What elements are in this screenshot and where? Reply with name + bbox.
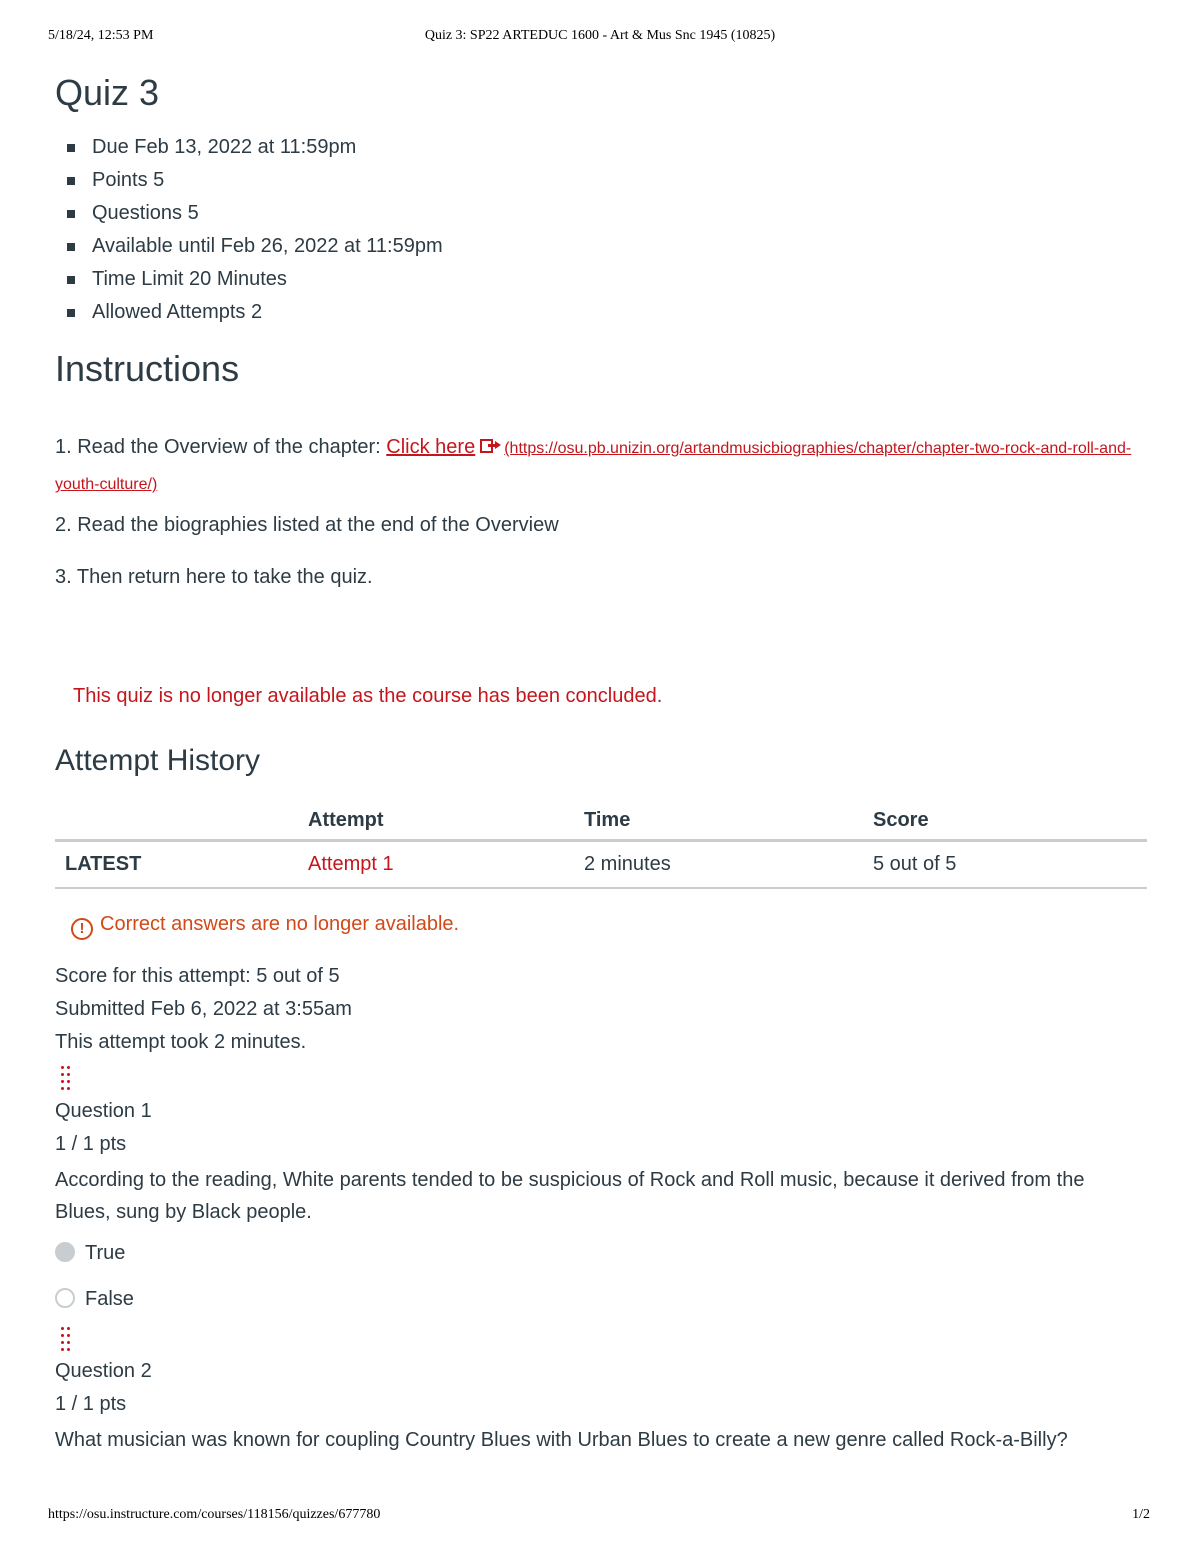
detail-available-until: Available until Feb 26, 2022 at 11:59pm <box>65 233 443 266</box>
question-points: 1 / 1 pts <box>55 1133 127 1155</box>
attempt-submitted: Submitted Feb 6, 2022 at 3:55am <box>55 998 352 1020</box>
detail-time-limit: Time Limit 20 Minutes <box>65 266 443 299</box>
warning-text: Correct answers are no longer available. <box>100 913 460 935</box>
drag-handle-icon <box>61 1066 71 1090</box>
question-name: Question 1 <box>55 1100 152 1122</box>
attempt-history-heading: Attempt History <box>55 744 261 777</box>
bullet-icon <box>67 210 75 218</box>
answer-label: True <box>85 1242 126 1264</box>
bullet-icon <box>67 177 75 185</box>
print-header <box>48 28 1152 48</box>
bullet-icon <box>67 276 75 284</box>
column-header-score: Score <box>873 802 1147 840</box>
question-1 <box>55 1098 1147 1332</box>
print-datetime: 5/18/24, 12:53 PM <box>48 28 154 43</box>
column-header-time: Time <box>584 802 873 840</box>
print-url: https://osu.instructure.com/courses/118156/quizzes/677780 <box>48 1507 381 1522</box>
question-name: Question 2 <box>55 1360 152 1382</box>
detail-questions: Questions 5 <box>65 200 443 233</box>
instruction-step-2: 2. Read the biographies listed at the end of the Overview <box>55 514 559 536</box>
answer-label: False <box>85 1288 134 1310</box>
attempt-1-link[interactable]: Attempt 1 <box>308 852 394 875</box>
answer-false[interactable] <box>55 1286 1147 1332</box>
detail-allowed-attempts: Allowed Attempts 2 <box>65 299 443 332</box>
detail-points: Points 5 <box>65 167 443 200</box>
chapter-url-link[interactable]: (https://osu.pb.unizin.org/artandmusicbiographies/chapter/chapter-two-rock-and-roll-and-youth-culture/) <box>55 440 1132 493</box>
drag-handle-icon <box>61 1327 71 1351</box>
radio-selected-icon[interactable] <box>55 1242 75 1262</box>
page-title: Quiz 3 <box>55 72 160 113</box>
question-points: 1 / 1 pts <box>55 1393 127 1415</box>
step1-text: 1. Read the Overview of the chapter: <box>55 436 387 458</box>
question-text: What musician was known for coupling Country Blues with Urban Blues to create a new genre called Rock-a-Billy? <box>55 1429 1068 1451</box>
table-header-row <box>55 802 1147 840</box>
instructions-heading: Instructions <box>55 348 240 389</box>
external-link-icon[interactable] <box>480 438 502 454</box>
table-row <box>55 840 1147 888</box>
answers-unavailable-warning <box>71 913 459 940</box>
chapter-link[interactable]: Click here <box>386 436 476 458</box>
column-header-label <box>55 802 308 840</box>
attempt-summary <box>55 963 352 1062</box>
question-2 <box>55 1358 1147 1456</box>
print-footer <box>48 1507 1150 1527</box>
instruction-step-1 <box>55 430 1135 502</box>
score-cell: 5 out of 5 <box>873 840 1147 888</box>
question-text: According to the reading, White parents tended to be suspicious of Rock and Roll music, because it derived from the Blues, sung by Black people. <box>55 1169 1085 1223</box>
time-cell: 2 minutes <box>584 840 873 888</box>
instruction-step-3: 3. Then return here to take the quiz. <box>55 566 373 588</box>
bullet-icon <box>67 144 75 152</box>
detail-due: Due Feb 13, 2022 at 11:59pm <box>65 134 443 167</box>
answer-true[interactable] <box>55 1240 1147 1286</box>
attempt-score: Score for this attempt: 5 out of 5 <box>55 965 340 987</box>
print-doc-title: Quiz 3: SP22 ARTEDUC 1600 - Art & Mus Snc 1945 (10825) <box>424 28 776 43</box>
bullet-icon <box>67 309 75 317</box>
radio-icon[interactable] <box>55 1288 75 1308</box>
course-concluded-notice: This quiz is no longer available as the course has been concluded. <box>73 685 663 707</box>
latest-label: LATEST <box>55 840 308 888</box>
print-page-number: 1/2 <box>1132 1507 1150 1522</box>
quiz-details-list <box>65 134 443 332</box>
warning-icon: ! <box>71 918 93 940</box>
bullet-icon <box>67 243 75 251</box>
attempt-cell <box>308 840 584 888</box>
column-header-attempt: Attempt <box>308 802 584 840</box>
attempt-duration: This attempt took 2 minutes. <box>55 1031 307 1053</box>
attempt-history-table <box>55 802 1147 889</box>
